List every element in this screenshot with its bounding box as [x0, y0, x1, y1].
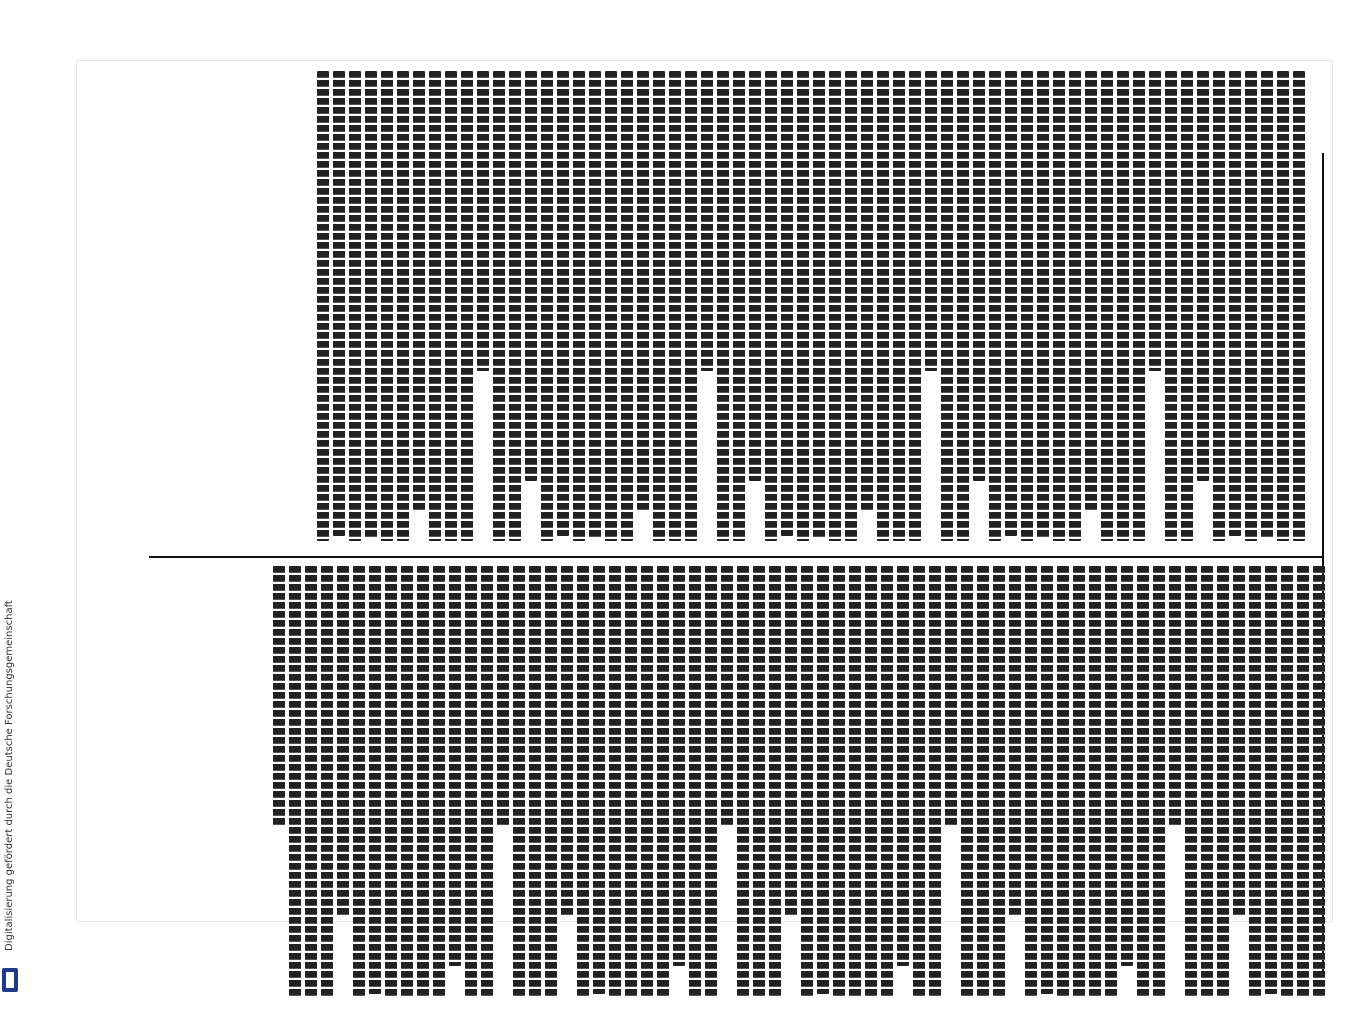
text-line	[1137, 566, 1149, 996]
text-line	[509, 71, 521, 541]
text-line	[657, 566, 669, 996]
text-line	[673, 566, 685, 966]
text-line	[881, 566, 893, 996]
text-line	[865, 566, 877, 996]
text-line	[817, 566, 829, 994]
text-line	[561, 566, 573, 916]
text-line	[1005, 71, 1017, 536]
text-line	[1105, 566, 1117, 996]
text-line	[801, 566, 813, 996]
text-line	[525, 71, 537, 481]
text-line	[1197, 71, 1209, 481]
text-line	[1217, 566, 1229, 996]
text-line	[833, 566, 845, 996]
dfg-logo-icon	[2, 968, 18, 992]
text-line	[573, 71, 585, 541]
text-line	[1073, 566, 1085, 998]
text-line	[1165, 71, 1177, 541]
text-line	[1261, 71, 1273, 539]
text-line	[317, 71, 329, 541]
text-line	[1089, 566, 1101, 996]
side-strip	[0, 0, 22, 1000]
text-line	[753, 566, 765, 996]
text-line	[369, 566, 381, 994]
text-line	[701, 71, 713, 371]
text-line	[289, 566, 301, 996]
text-line	[769, 566, 781, 996]
text-line	[993, 566, 1005, 996]
text-line	[973, 71, 985, 481]
text-line	[385, 566, 397, 996]
text-line	[1249, 566, 1261, 996]
text-line	[449, 566, 461, 966]
text-line	[1293, 71, 1305, 541]
text-line	[1281, 566, 1293, 996]
text-line	[781, 71, 793, 536]
text-line	[813, 71, 825, 539]
text-line	[641, 566, 653, 996]
text-line	[925, 71, 937, 371]
digitization-note: Digitalisierung gefördert durch die Deutsche Forschungsgemeinschaft	[4, 600, 15, 951]
text-line	[1213, 71, 1225, 541]
text-column-lower	[273, 566, 1325, 1011]
text-line	[733, 71, 745, 541]
text-line	[1149, 71, 1161, 371]
text-line	[737, 566, 749, 996]
text-line	[593, 566, 605, 994]
text-line	[349, 71, 361, 541]
text-line	[333, 71, 345, 536]
text-line	[797, 71, 809, 541]
text-line	[477, 71, 489, 371]
text-line	[461, 71, 473, 541]
text-line	[1053, 71, 1065, 541]
text-line	[625, 566, 637, 998]
text-line	[689, 566, 701, 996]
text-line	[957, 71, 969, 541]
text-line	[1009, 566, 1021, 916]
text-line	[577, 566, 589, 996]
text-line	[1313, 566, 1325, 996]
text-line	[705, 566, 717, 996]
text-line	[413, 71, 425, 511]
text-line	[909, 71, 921, 541]
text-line	[1185, 566, 1197, 996]
text-line	[749, 71, 761, 481]
text-line	[785, 566, 797, 916]
text-line	[765, 71, 777, 541]
text-line	[849, 566, 861, 998]
text-line	[977, 566, 989, 996]
text-line	[653, 71, 665, 541]
text-line	[877, 71, 889, 541]
text-line	[609, 566, 621, 996]
text-line	[1297, 566, 1309, 998]
text-line	[605, 71, 617, 541]
text-line	[1025, 566, 1037, 996]
text-line	[497, 566, 509, 826]
text-line	[1153, 566, 1165, 996]
text-line	[685, 71, 697, 541]
text-line	[1057, 566, 1069, 996]
text-line	[397, 71, 409, 541]
text-line	[445, 71, 457, 541]
text-line	[1181, 71, 1193, 541]
text-line	[861, 71, 873, 511]
text-line	[433, 566, 445, 996]
text-line	[621, 71, 633, 541]
text-line	[1169, 566, 1181, 826]
text-line	[721, 566, 733, 826]
text-line	[365, 71, 377, 539]
text-line	[913, 566, 925, 996]
text-line	[1229, 71, 1241, 536]
text-line	[637, 71, 649, 511]
text-line	[589, 71, 601, 539]
text-line	[893, 71, 905, 541]
text-line	[929, 566, 941, 996]
text-line	[829, 71, 841, 541]
text-line	[669, 71, 681, 541]
text-line	[1021, 71, 1033, 541]
text-line	[305, 566, 317, 996]
text-line	[1133, 71, 1145, 541]
text-line	[321, 566, 333, 996]
text-line	[481, 566, 493, 996]
text-line	[381, 71, 393, 541]
text-line	[897, 566, 909, 966]
text-line	[941, 71, 953, 541]
text-line	[717, 71, 729, 541]
text-line	[1037, 71, 1049, 539]
text-line	[401, 566, 413, 998]
text-column-upper	[317, 71, 1305, 551]
text-line	[417, 566, 429, 996]
text-line	[945, 566, 957, 826]
text-line	[989, 71, 1001, 541]
text-line	[513, 566, 525, 996]
text-line	[1245, 71, 1257, 541]
text-line	[541, 71, 553, 541]
text-line	[337, 566, 349, 916]
text-line	[1121, 566, 1133, 966]
text-line	[465, 566, 477, 996]
text-line	[1041, 566, 1053, 994]
text-line	[557, 71, 569, 536]
scanned-page	[76, 60, 1333, 922]
text-line	[961, 566, 973, 996]
text-line	[1233, 566, 1245, 916]
text-line	[1085, 71, 1097, 511]
text-line	[493, 71, 505, 541]
text-line	[353, 566, 365, 996]
text-line	[429, 71, 441, 541]
text-line	[273, 566, 285, 826]
text-line	[545, 566, 557, 996]
text-line	[1201, 566, 1213, 996]
column-divider	[149, 556, 1324, 558]
text-line	[529, 566, 541, 996]
text-line	[1117, 71, 1129, 541]
text-line	[845, 71, 857, 541]
text-line	[1277, 71, 1289, 541]
text-line	[1069, 71, 1081, 541]
text-line	[1101, 71, 1113, 541]
text-line	[1265, 566, 1277, 994]
